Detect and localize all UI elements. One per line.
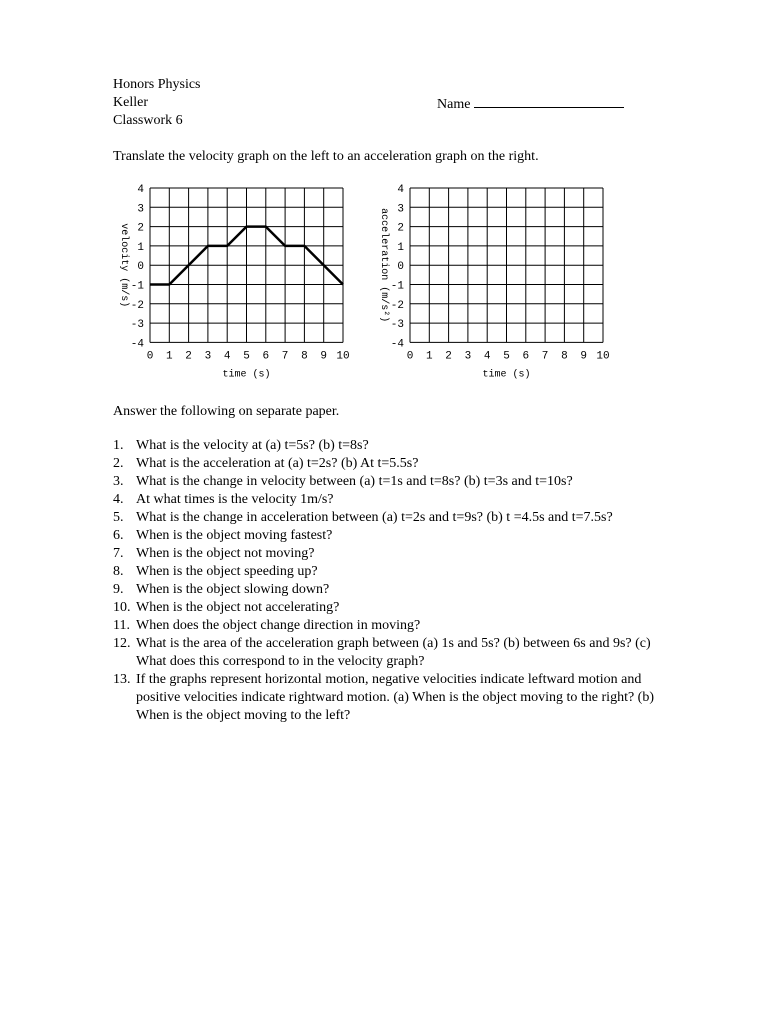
question-item [113, 509, 673, 527]
question-item [113, 635, 673, 671]
y-tick-label: 1 [397, 241, 404, 254]
acceleration-chart [364, 178, 624, 390]
question-number: 12. [113, 636, 131, 651]
question-item [113, 437, 673, 455]
question-item [113, 455, 673, 473]
question-number: 9. [113, 582, 124, 597]
x-tick-label: 2 [185, 350, 192, 363]
x-tick-label: 8 [561, 350, 568, 363]
teacher-name: Keller [113, 95, 148, 110]
x-tick-label: 6 [262, 350, 270, 363]
x-tick-label: 4 [223, 350, 231, 363]
question-number: 1. [113, 438, 124, 453]
question-number: 4. [113, 492, 124, 507]
question-text: When is the object not accelerating? [136, 600, 340, 615]
question-item [113, 599, 673, 617]
question-number: 6. [113, 528, 124, 543]
question-item [113, 545, 673, 563]
x-tick-label: 9 [320, 350, 328, 363]
question-text: When is the object moving fastest? [136, 528, 333, 543]
x-tick-label: 7 [541, 350, 549, 363]
y-tick-label: -4 [130, 338, 144, 351]
x-tick-label: 5 [243, 350, 250, 363]
assignment-title: Classwork 6 [113, 113, 183, 128]
question-number: 3. [113, 474, 124, 489]
y-tick-label: 2 [137, 222, 144, 235]
question-text: When is the object slowing down? [136, 582, 330, 597]
y-tick-label: -2 [390, 299, 404, 312]
question-item [113, 563, 673, 581]
course-title: Honors Physics [113, 77, 201, 92]
y-axis-label: acceleration (m/s²) [378, 208, 389, 323]
x-tick-label: 0 [406, 350, 414, 363]
x-tick-label: 3 [464, 350, 472, 363]
question-item [113, 527, 673, 545]
x-tick-label: 0 [146, 350, 154, 363]
question-number: 2. [113, 456, 124, 471]
x-axis-label: time (s) [222, 369, 271, 381]
y-tick-label: 4 [137, 184, 144, 196]
y-tick-label: -1 [390, 280, 404, 293]
y-axis-label: velocity (m/s) [118, 223, 129, 308]
question-item [113, 581, 673, 599]
x-tick-label: 10 [596, 350, 610, 363]
y-tick-label: -1 [130, 280, 144, 293]
question-text: When is the object not moving? [136, 546, 315, 561]
question-text: What is the change in velocity between (a) t=1s and t=8s? (b) t=3s and t=10s? [136, 474, 573, 489]
velocity-chart [104, 178, 364, 390]
x-tick-label: 2 [445, 350, 452, 363]
y-tick-label: -4 [390, 338, 404, 351]
question-item [113, 671, 673, 725]
question-text: What is the acceleration at (a) t=2s? (b) At t=5.5s? [136, 456, 419, 471]
question-number: 5. [113, 510, 124, 525]
x-tick-label: 8 [301, 350, 308, 363]
y-tick-label: -3 [130, 319, 144, 332]
x-tick-label: 4 [483, 350, 491, 363]
question-item [113, 491, 673, 509]
x-tick-label: 5 [503, 350, 510, 363]
question-text: When is the object speeding up? [136, 564, 318, 579]
x-tick-label: 1 [425, 350, 433, 363]
instructions: Translate the velocity graph on the left to an acceleration graph on the right. [113, 149, 539, 164]
question-text: What is the velocity at (a) t=5s? (b) t=8s? [136, 438, 369, 453]
question-text: When does the object change direction in moving? [136, 618, 421, 633]
name-blank-line[interactable] [474, 94, 624, 108]
x-tick-label: 6 [522, 350, 530, 363]
y-tick-label: 1 [137, 241, 144, 254]
question-item [113, 617, 673, 635]
x-tick-label: 7 [281, 350, 289, 363]
y-tick-label: 3 [137, 203, 144, 216]
y-tick-label: 0 [137, 261, 144, 274]
question-text: What is the area of the acceleration graph between (a) 1s and 5s? (b) between 6s and 9s? (c) What does this correspond to in the velocity graph? [136, 636, 651, 669]
x-axis-label: time (s) [482, 369, 531, 381]
y-tick-label: -2 [130, 299, 144, 312]
y-tick-label: -3 [390, 319, 404, 332]
question-text: What is the change in acceleration between (a) t=2s and t=9s? (b) t =4.5s and t=7.5s? [136, 510, 613, 525]
x-tick-label: 9 [580, 350, 588, 363]
y-tick-label: 2 [397, 222, 404, 235]
question-item [113, 473, 673, 491]
question-number: 10. [113, 600, 131, 615]
y-tick-label: 0 [397, 261, 404, 274]
question-number: 13. [113, 672, 131, 687]
name-field [430, 76, 624, 114]
y-tick-label: 4 [397, 184, 404, 196]
x-tick-label: 3 [204, 350, 212, 363]
x-tick-label: 10 [336, 350, 350, 363]
name-label: Name [437, 97, 471, 112]
question-number: 11. [113, 618, 130, 633]
x-tick-label: 1 [165, 350, 173, 363]
answer-note: Answer the following on separate paper. [113, 404, 340, 419]
question-list [113, 437, 673, 725]
question-number: 8. [113, 564, 124, 579]
y-tick-label: 3 [397, 203, 404, 216]
question-text: At what times is the velocity 1m/s? [136, 492, 334, 507]
question-text: If the graphs represent horizontal motion, negative velocities indicate leftward motion and positive velocities indicate rightward motion. (a) When is the object moving to the right? (b) When is the object moving to the left? [136, 672, 654, 723]
question-number: 7. [113, 546, 124, 561]
